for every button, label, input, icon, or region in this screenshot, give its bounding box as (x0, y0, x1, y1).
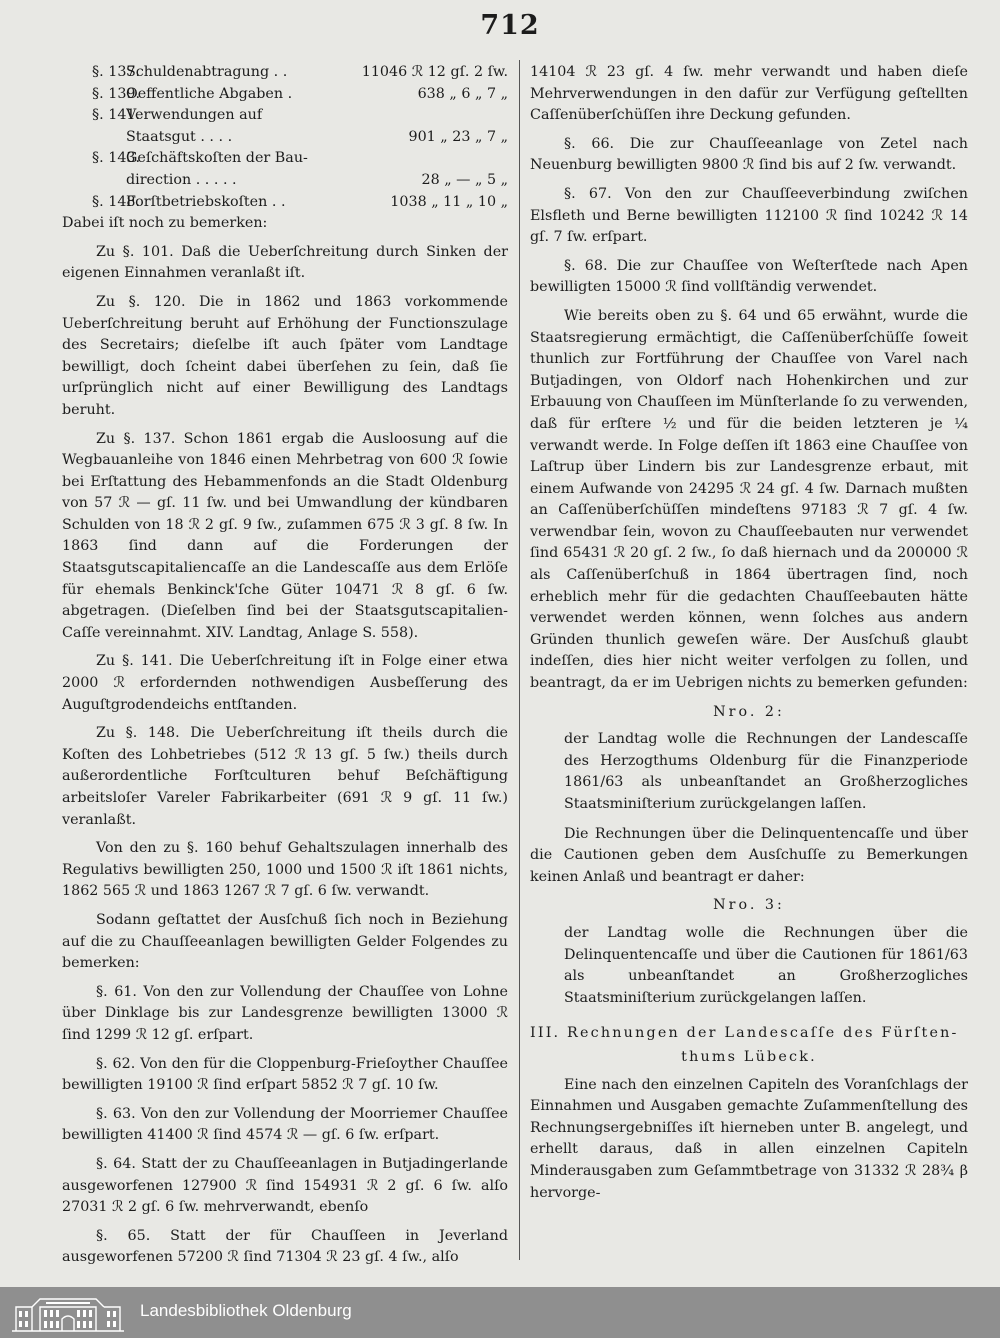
ledger-item-label: Geſchäftskoſten der Bau- (126, 150, 308, 167)
right-column (530, 62, 968, 1211)
ledger-row (62, 84, 508, 106)
paragraph: Von den zu §. 160 behuf Gehaltszulagen innerhalb des Regulativs bewilligten 250, 1000 und 1500 ℛ iſt 1861 nichts, 1862 565 ℛ und 1863 1267 ℛ 7 gſ. 6 ſw. verwandt. (62, 840, 508, 900)
paragraph: Eine nach den einzelnen Capiteln des Voranſchlags der Einnahmen und Ausgaben gemachte Zuſammenſtellung des Rechnungsergebniſſes iſt hierneben unter B. angelegt, und erhellt daraus, daß in allen einzelnen Capiteln Minderausgaben zum Geſammtbetrage von 31332 ℛ 28¾ β hervorge- (530, 1076, 968, 1201)
motion-2-text: der Landtag wolle die Rechnungen der Landescaſſe des Herzogthums Oldenburg für die Finanzperiode 1861/63 als unbeanſtandet an Großherzogliches Staatsminiſterium zurückgelangen laſſen. (564, 731, 968, 812)
page-number: 712 (480, 10, 540, 41)
motion-3-block (530, 923, 968, 1009)
paragraph: §. 61. Von den zur Vollendung der Chauſſee von Lohne über Dinklage bis zur Landesgrenze bewilligten 13000 ℛ ſind 1299 ℛ 12 gſ. erſpart. (62, 983, 508, 1043)
ledger-table (62, 62, 508, 213)
paragraph: Sodann geſtattet der Ausſchuß ſich noch in Beziehung auf die zu Chauſſeeanlagen bewilligten Gelder Folgendes zu bemerken: (62, 911, 508, 972)
ledger-amount: 11046 ℛ 12 gſ. 2 ſw. (361, 64, 508, 80)
paragraph: Die Rechnungen über die Delinquentencaſſe und über die Cautionen geben dem Ausſchuſſe zu Bemerkungen keinen Anlaß und beantragt er daher: (530, 825, 968, 885)
paragraph: §. 62. Von den für die Cloppenburg-Frieſoyther Chauſſee bewilligten 19100 ℛ ſind erſpart 5852 ℛ 7 gſ. 10 ſw. (62, 1055, 508, 1094)
ledger-row (62, 170, 508, 192)
ledger-row (62, 192, 508, 214)
ledger-amount: 901 „ 23 „ 7 „ (408, 128, 508, 145)
intro-note: Dabei iſt noch zu bemerken: (62, 215, 268, 232)
motion-3-label: Nro. 3: (713, 897, 785, 914)
ledger-amount: 1038 „ 11 „ 10 „ (390, 193, 508, 210)
paragraph: Zu §. 120. Die in 1862 und 1863 vorkommende Ueberſchreitung beruht auf Erhöhung der Functionszulage des Secretairs; dieſelbe iſt auch ſpäter vom Landtage bewilligt, doch ſcheint dabei überſehen zu ſein, daß ſie urſprünglich nicht auf einer Bewilligung des Landtags beruht. (62, 293, 508, 418)
footer-bar (0, 1287, 1000, 1338)
paragraph: §. 64. Statt der zu Chauſſeeanlagen in Butjadingerlande ausgeworfenen 127900 ℛ ſind 154931 ℛ 2 gſ. 6 ſw. alſo 27031 ℛ 2 gſ. 6 ſw. mehrverwandt, ebenſo (62, 1155, 508, 1216)
paragraph: Wie bereits oben zu §. 64 und 65 erwähnt, wurde die Staatsregierung ermächtigt, die Caſſenüberſchüſſe ſoweit thunlich zur Fortführung der Chauſſee von Varel nach Butjadingen, von Oldorf nach Hohenkirchen und zur Erbauung von Chauſſeen im Münſterlande ſo zu verwenden, daß für erſtere ½ und für die beiden letzteren je ¼ verwandt werde. In Folge deſſen iſt 1863 eine Chauſſee von Laſtrup über Lindern bis zur Landesgrenze erbaut, mit einem Aufwande von 24295 ℛ 24 gſ. 4 ſw. Darnach mußten an Caſſenüberſchüſſen mindeſtens 97183 ℛ 7 gſ. 4 ſw. verwendbar ſein, wovon zu Chauſſeebauten nur verwendet ſind 65431 ℛ 20 gſ. 2 ſw., ſo daß hiernach und da 200000 ℛ als Caſſenüberſchuß in 1864 übertragen ſind, noch erheblich mehr für die gedachten Chauſſeebauten hätte verwendet werden können, wenn ſolches aus andern Gründen thunlich geweſen wäre. Der Ausſchuß glaubt indeſſen, dies hier nicht weiter verfolgen zu ſollen, und beantragt, da er im Uebrigen nichts zu bemerken gefunden: (530, 307, 968, 692)
ledger-row (62, 127, 508, 149)
paragraph-continuation: 14104 ℛ 23 gſ. 4 ſw. mehr verwandt und haben dieſe Mehrverwendungen in den dafür zur Verfügung geſtellten Caſſenüberſchüſſen ihre Deckung gefunden. (530, 64, 968, 124)
ledger-section-number: §. 137. (92, 64, 141, 80)
ledger-section-number: §. 143. (92, 150, 141, 167)
paragraph: Zu §. 148. Die Ueberſchreitung iſt theils durch die Koſten des Lohbetriebes (512 ℛ 13 gſ. 5 ſw.) theils durch außerordentliche Forſtculturen behuf Beſchäftigung arbeitsloſer Vareler Fabrikarbeiter (691 ℛ 9 gſ. 11 ſw.) veranlaßt. (62, 725, 508, 828)
ledger-amount: 638 „ 6 „ 7 „ (417, 85, 508, 102)
ledger-row (62, 105, 508, 127)
ledger-item-label: direction . . . . . (126, 171, 237, 188)
paragraph: §. 67. Von den zur Chauſſeeverbindung zwiſchen Elsfleth und Berne bewilligten 112100 ℛ ſind 10242 ℛ 14 gſ. 7 ſw. erſpart. (530, 185, 968, 246)
library-building-icon (10, 1293, 126, 1333)
section-heading: III. Rechnungen der Landescaſſe des Fürſten- (530, 1025, 959, 1042)
paragraph: Zu §. 137. Schon 1861 ergab die Ausloosung auf die Wegbauanleihe von 1846 einen Mehrbetrag von 600 ℛ ſowie bei Erſtattung des Hebammenfonds an die Stadt Oldenburg von 57 ℛ — gſ. 11 ſw. und bei Umwandlung der kündbaren Schulden von 18 ℛ 2 gſ. 9 ſw., zuſammen 675 ℛ 3 gſ. 8 ſw. In 1863 ſind dann auf die Forderungen der Staatsgutscapitaliencaſſe an die Landescaſſe aus dem Erlöſe für ehemals Benkinck'ſche Güter 10471 ℛ 8 gſ. 6 ſw. abgetragen. (Dieſelben ſind bei der Staatsgutscapitalien-Caſſe vereinnahmt. XIV. Landtag, Anlage S. 558). (62, 430, 508, 641)
section-heading-continued: thums Lübeck. (681, 1048, 817, 1065)
column-divider (519, 60, 520, 1260)
ledger-item-label: Schuldenabtragung . . (126, 64, 288, 80)
ledger-item-label: Oeffentliche Abgaben . (126, 85, 293, 102)
ledger-row (62, 148, 508, 170)
ledger-section-number: §. 139. (92, 85, 141, 102)
paragraph: §. 66. Die zur Chauſſeeanlage von Zetel nach Neuenburg bewilligten 9800 ℛ ſind bis auf 2 ſw. verwandt. (530, 135, 968, 174)
ledger-section-number: §. 148. (92, 193, 141, 210)
paragraph: §. 68. Die zur Chauſſee von Weſterſtede nach Apen bewilligten 15000 ℛ ſind vollſtändig verwendet. (530, 257, 968, 296)
ledger-row (62, 62, 508, 84)
ledger-section-number: §. 141. (92, 107, 141, 124)
paragraph: §. 65. Statt der für Chauſſeen in Jeverland ausgeworfenen 57200 ℛ ſind 71304 ℛ 23 gſ. 4 ſw., alſo (62, 1227, 508, 1266)
motion-2-block (530, 729, 968, 815)
ledger-amount (330, 105, 508, 127)
footer-library-name: Landesbibliothek Oldenburg (140, 1301, 352, 1320)
ledger-section-number (62, 170, 126, 192)
left-column (62, 62, 508, 1276)
motion-3-text: der Landtag wolle die Rechnungen über die Delinquentencaſſe und über die Cautionen für 1861/63 als unbeanſtandet an Großherzogliches Staatsminiſterium zurückgelangen laſſen. (564, 924, 968, 1006)
ledger-item-label: Verwendungen auf (126, 107, 263, 124)
ledger-amount: 28 „ — „ 5 „ (421, 171, 508, 188)
paragraph: §. 63. Von den zur Vollendung der Moorriemer Chauſſee bewilligten 41400 ℛ ſind 4574 ℛ — gſ. 6 ſw. erſpart. (62, 1105, 508, 1144)
paragraph: Zu §. 101. Daß die Ueberſchreitung durch Sinken der eigenen Einnahmen veranlaßt iſt. (62, 243, 508, 282)
motion-2-label: Nro. 2: (713, 703, 785, 720)
ledger-amount (330, 148, 508, 170)
ledger-section-number (62, 127, 126, 149)
ledger-item-label: Forſtbetriebskoſten . . (126, 193, 286, 210)
ledger-item-label: Staatsgut . . . . (126, 128, 233, 145)
paragraph: Zu §. 141. Die Ueberſchreitung iſt in Folge einer etwa 2000 ℛ erfordernden nothwendigen Ausbeſſerung des Auguſtgrodendeichs entſtanden. (62, 653, 508, 713)
